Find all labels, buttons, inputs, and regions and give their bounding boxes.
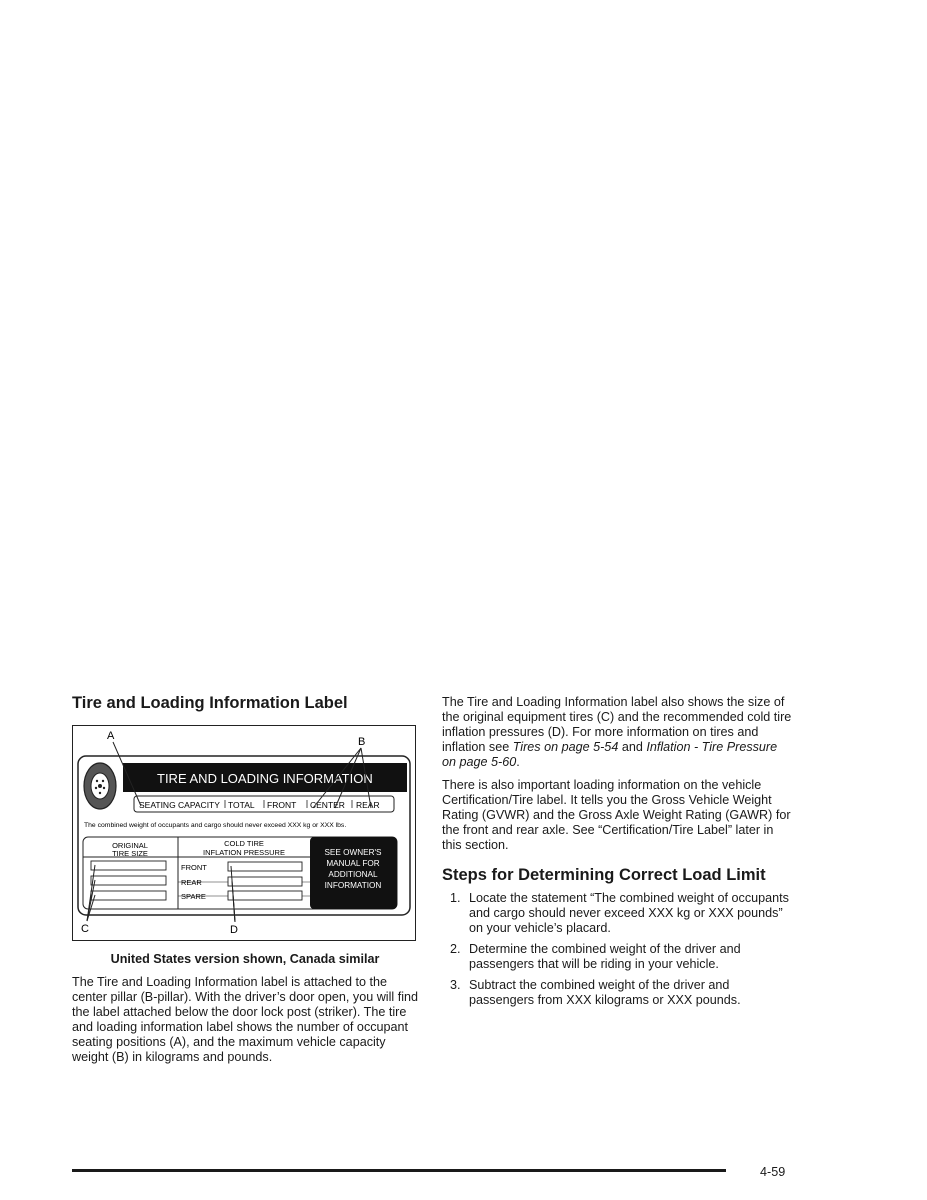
callout-b: B <box>358 736 366 748</box>
left-column <box>72 692 418 1065</box>
footer-rule <box>72 1169 726 1172</box>
pressure-box-spare <box>228 891 302 900</box>
section-heading-tire-loading: Tire and Loading Information Label <box>72 694 348 712</box>
step-text: Subtract the combined weight of the driver and passengers from XXX kilograms or XXX pounds. <box>469 978 741 1007</box>
original-tire-size-line1: ORIGINAL <box>112 841 148 850</box>
link-inflation[interactable]: Inflation - Tire Pressure on page 5-60 <box>442 740 778 769</box>
list-item <box>442 942 792 972</box>
banner-title: TIRE AND LOADING INFORMATION <box>157 771 373 786</box>
step-number: 1. <box>450 891 461 905</box>
original-tire-size-line2: TIRE SIZE <box>112 849 148 858</box>
paragraph-text-and: and <box>618 740 647 754</box>
callout-c: C <box>81 923 89 935</box>
certification-paragraph: There is also important loading information on the vehicle Certification/Tire label. It tells you the Gross Vehicle Weight Rating (GVWR) and the Gross Axle Weight Rating (GAWR) for the front and rear axle. See “Certification/Tire Label” later in this section. <box>442 778 791 852</box>
list-item <box>442 891 792 936</box>
step-number: 3. <box>450 978 461 992</box>
section-heading-steps: Steps for Determining Correct Load Limit <box>442 866 766 884</box>
tire-icon <box>84 763 116 809</box>
paragraph-text-end: . <box>516 755 520 769</box>
tire-size-box-spare <box>91 891 166 900</box>
see-owners-line4: INFORMATION <box>324 881 382 890</box>
step-text: Locate the statement “The combined weight of occupants and cargo should never exceed XXX kg or XXX pounds” on your vehicle’s placard. <box>469 891 789 935</box>
tire-label-illustration <box>73 726 415 940</box>
page-number: 4-59 <box>760 1165 786 1179</box>
paragraph-text: The Tire and Loading Information label also shows the size of the original equipment tires (C) and the recommended cold tire inflation pressures (D). For more information on tires and inflation see <box>442 695 792 754</box>
seating-capacity-label: SEATING CAPACITY <box>139 800 220 810</box>
label-location-paragraph: The Tire and Loading Information label is attached to the center pillar (B-pillar). With the driver’s door open, you will find the label attached below the door lock post (striker). The tire and loading information label shows the number of occupant seating positions (A), and the maximum vehicle capacity weight (B) in kilograms and pounds. <box>72 975 419 1064</box>
tire-label-figure <box>72 725 416 941</box>
label-details-paragraph <box>442 695 792 770</box>
front-label: FRONT <box>267 800 297 810</box>
see-owners-line2: MANUAL FOR <box>326 859 380 868</box>
row-spare-label: SPARE <box>181 892 206 901</box>
figure-caption: United States version shown, Canada similar <box>110 952 380 966</box>
pressure-box-rear <box>228 877 302 886</box>
right-column <box>442 695 792 1014</box>
step-number: 2. <box>450 942 461 956</box>
link-tires[interactable]: Tires on page 5-54 <box>512 740 619 754</box>
callout-a: A <box>107 730 115 742</box>
list-item <box>442 978 792 1008</box>
row-front-label: FRONT <box>181 863 207 872</box>
total-label: TOTAL <box>228 800 255 810</box>
center-label: CENTER <box>310 800 345 810</box>
steps-list <box>442 891 792 1008</box>
tire-size-box-front <box>91 861 166 870</box>
see-owners-line3: ADDITIONAL <box>328 870 378 879</box>
see-owners-line1: SEE OWNER'S <box>324 848 382 857</box>
tire-size-box-rear <box>91 876 166 885</box>
step-text: Determine the combined weight of the driver and passengers that will be riding in your vehicle. <box>469 942 741 971</box>
callout-d: D <box>230 924 238 936</box>
cold-tire-line2: INFLATION PRESSURE <box>203 848 285 857</box>
combined-weight-statement: The combined weight of occupants and cargo should never exceed XXX kg or XXX lbs. <box>84 822 347 829</box>
cold-tire-line1: COLD TIRE <box>224 839 264 848</box>
rear-label: REAR <box>356 800 380 810</box>
row-rear-label: REAR <box>181 878 202 887</box>
pressure-box-front <box>228 862 302 871</box>
